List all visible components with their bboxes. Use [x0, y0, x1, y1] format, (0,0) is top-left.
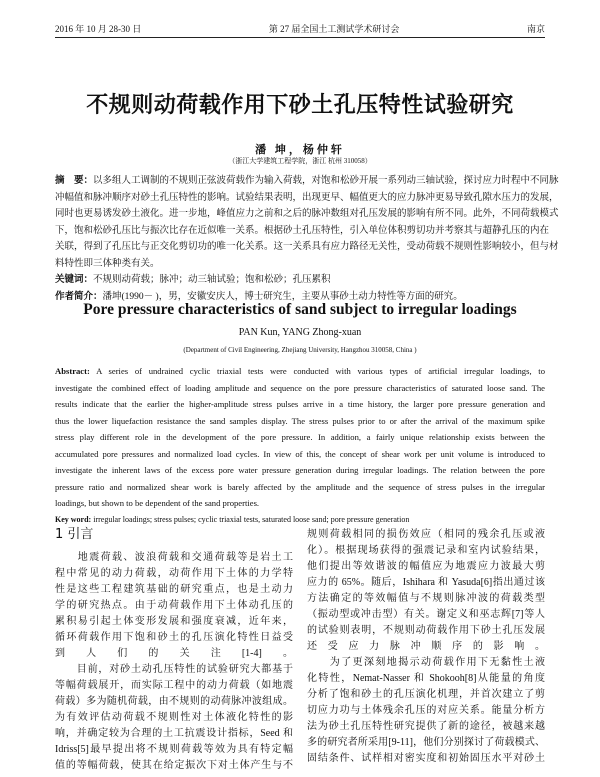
abstract-label: 摘 要：: [55, 176, 94, 186]
body-text-line: 应力的 65%。随后，Ishihara 和 Yasuda[6]指出通过该: [307, 577, 545, 588]
english-authors: PAN Kun, YANG Zhong-xuan: [238, 327, 362, 338]
author-bio: 作者简介：潘坤(1990－ )，男，安徽安庆人，博士研究生，主要从事砂土动力特性等方面的研究。: [55, 291, 463, 302]
body-text-line: 方法确定的等效幅值与不规则脉冲波的荷载类型: [307, 593, 545, 604]
header-rule: [55, 37, 545, 38]
body-text-line: 还受应力脉冲顺序的影响。: [307, 641, 545, 652]
english-title: Pore pressure characteristics of sand subject to irregular loadings: [83, 301, 517, 318]
body-text-line: 等幅荷载展开，而实际工程中的动力荷载（如地震: [55, 680, 293, 691]
body-text-line: （振动型或冲击型）有关。谢定义和巫志辉[7]等人: [307, 609, 545, 620]
body-text-line: 荷载）多为随机荷载，由不规则的动荷脉冲波组成。: [55, 696, 293, 707]
keywords-en: Key word: irregular loadings; stress pulses; cyclic triaxial tests, saturated loose sand; pore pressure generation: [55, 514, 410, 524]
body-text-line: 为有效评估动荷载不规则性对土体液化特性的影: [55, 712, 293, 723]
running-header: [55, 22, 545, 35]
body-text-line: 他们提出等效谐波的幅值应为地震应力波最大剪: [307, 561, 545, 572]
section-heading: 1 引言: [55, 527, 94, 542]
left-column: [55, 550, 293, 774]
body-text-line: 规则荷载相同的损伤效应（相同的残余孔压或液: [307, 529, 545, 540]
body-text-line: 响，并确定较为合理的土工抗震设计指标，Seed 和: [55, 728, 293, 739]
header-location: 南京: [526, 24, 545, 34]
body-text-line: 学的研究热点。由于动荷载作用下土体动孔压的: [55, 600, 293, 611]
abstract-en: Abstract: A series of undrained cyclic triaxial tests were conducted with various types of artificial irregular loadings, to investigate the combined effect of loading amplitude and sequence on the pore pressure characteristics of saturated loose sand. The results indicate that the earlier the higher-amplitude stress pulses arrive in a time history, the larger pore pressure generation and thus the lower liquefaction resistance the sand samples display. The stress pulses prior to or after the arrival of the maximum spike stress play different role in the development of the pore pressure. In addition, a fairly unique relationship exists between the accumulated pore pressures and normalized load cycles. In view of this, the concept of shear work per unit volume is introduced to investigate the inherent laws of the excess pore water pressure generation during irregular loadings. The relation between the pore pressure ratio and normalized shear work is barely affected by the amplitude and the sequence of stress pulses in the irregular loadings, but shown to be dependent of the sand properties. Key word: irregular loadings; stress pulses; cyclic triaxial tests, saturated loose sand; pore pressure generation: [55, 363, 545, 528]
body-text-line: 地震荷载、波浪荷载和交通荷载等是岩土工: [55, 552, 293, 563]
body-text-line: Idriss[5]最早提出将不规则荷载等效为具有特定幅: [55, 744, 293, 755]
body-text-line: 化特性，Nemat-Nasser 和 Shokooh[8]从能量的角度: [307, 673, 545, 684]
right-column: [307, 527, 545, 767]
body-text-line: 值的等幅荷载，使其在给定振次下对土体产生与不: [55, 760, 293, 771]
body-text-line: 到人们的关注[1-4]。: [55, 648, 293, 659]
paper-title: 不规则动荷载作用下砂土孔压特性试验研究: [86, 93, 514, 118]
body-text-line: 性是这些工程建筑基础的研究重点，也是土动力: [55, 584, 293, 595]
body-text-line: 固结条件、试样相对密实度和初始固压水平对砂土: [307, 753, 545, 764]
header-date: 2016 年 10 月 28-30 日: [55, 24, 142, 34]
body-text-line: 切应力功与土体残余孔压的对应关系。能量分析方: [307, 705, 545, 716]
body-text-line: 化）。根据现场获得的强震记录和室内试验结果，: [307, 545, 545, 556]
authors: 潘 坤，杨仲轩: [255, 144, 345, 156]
body-text-line: 分析了饱和砂土的孔压演化机理，并首次建立了剪: [307, 689, 545, 700]
body-text-line: 为了更深刻地揭示动荷载作用下无黏性土液: [307, 657, 545, 668]
header-conference: 第 27 届全国土工测试学术研讨会: [268, 24, 400, 34]
body-text-line: 的试验则表明，不规则动荷载作用下砂土孔压发展: [307, 625, 545, 636]
keywords-cn: 关键词：不规则动荷载；脉冲；动三轴试验；饱和松砂；孔压累积: [55, 275, 331, 285]
body-text-line: 目前，对砂土动孔压特性的试验研究大都基于: [55, 664, 293, 675]
abstract-cn: 摘 要：以多组人工调制的不规则正弦波荷载作为输入荷载，对饱和松砂开展一系列动三轴试验，探讨应力时程中不同脉 冲幅值和脉冲顺序对砂土孔压特性的影响。试验结果表明，出现更早、幅值更大的应力脉冲更易导致孔隙水压力的发展， 同时也更易诱发砂土液化。进一步地，峰值应力之前和之后的脉冲数组对孔压发展的影响有所不同。此外，不同荷载模式 下，饱和松砂孔压比与振次比存在近似唯一关系。根据砂土孔压特性，引入单位体积剪切功并考察其与超静孔压的内在 关联，得到了孔压比与正交化剪切功的唯一化关系。这一关系具有应力路径无关性，受动荷载不规则性影响较小，但与材 料特性即三体种类有关。 关键词：不规则动荷载；脉冲；动三轴试验；饱和松砂；孔压累积 作者简介：潘坤(1990－ )，男，安徽安庆人，博士研究生，主要从事砂土动力特性等方面的研究。: [55, 173, 545, 305]
affiliation: （浙江大学建筑工程学院，浙江 杭州 310058）: [228, 157, 372, 165]
body-text-line: 法为砂土孔压特性研究提供了新的途径，被越来越: [307, 721, 545, 732]
body-text-line: 多的研究者所采用[9-11]，他们分别探讨了荷载模式、: [307, 737, 545, 748]
body-text-line: 程中常见的动力荷载，动荷作用下土体的力学特: [55, 568, 293, 579]
english-affiliation: (Department of Civil Engineering, Zhejiang University, Hangzhou 310058, China ): [183, 346, 417, 354]
body-text-line: 循环荷载作用下饱和砂土的孔压演化特性日益受: [55, 632, 293, 643]
body-text-line: 累积易引起土体变形发展和强度衰减，近年来，: [55, 616, 293, 627]
